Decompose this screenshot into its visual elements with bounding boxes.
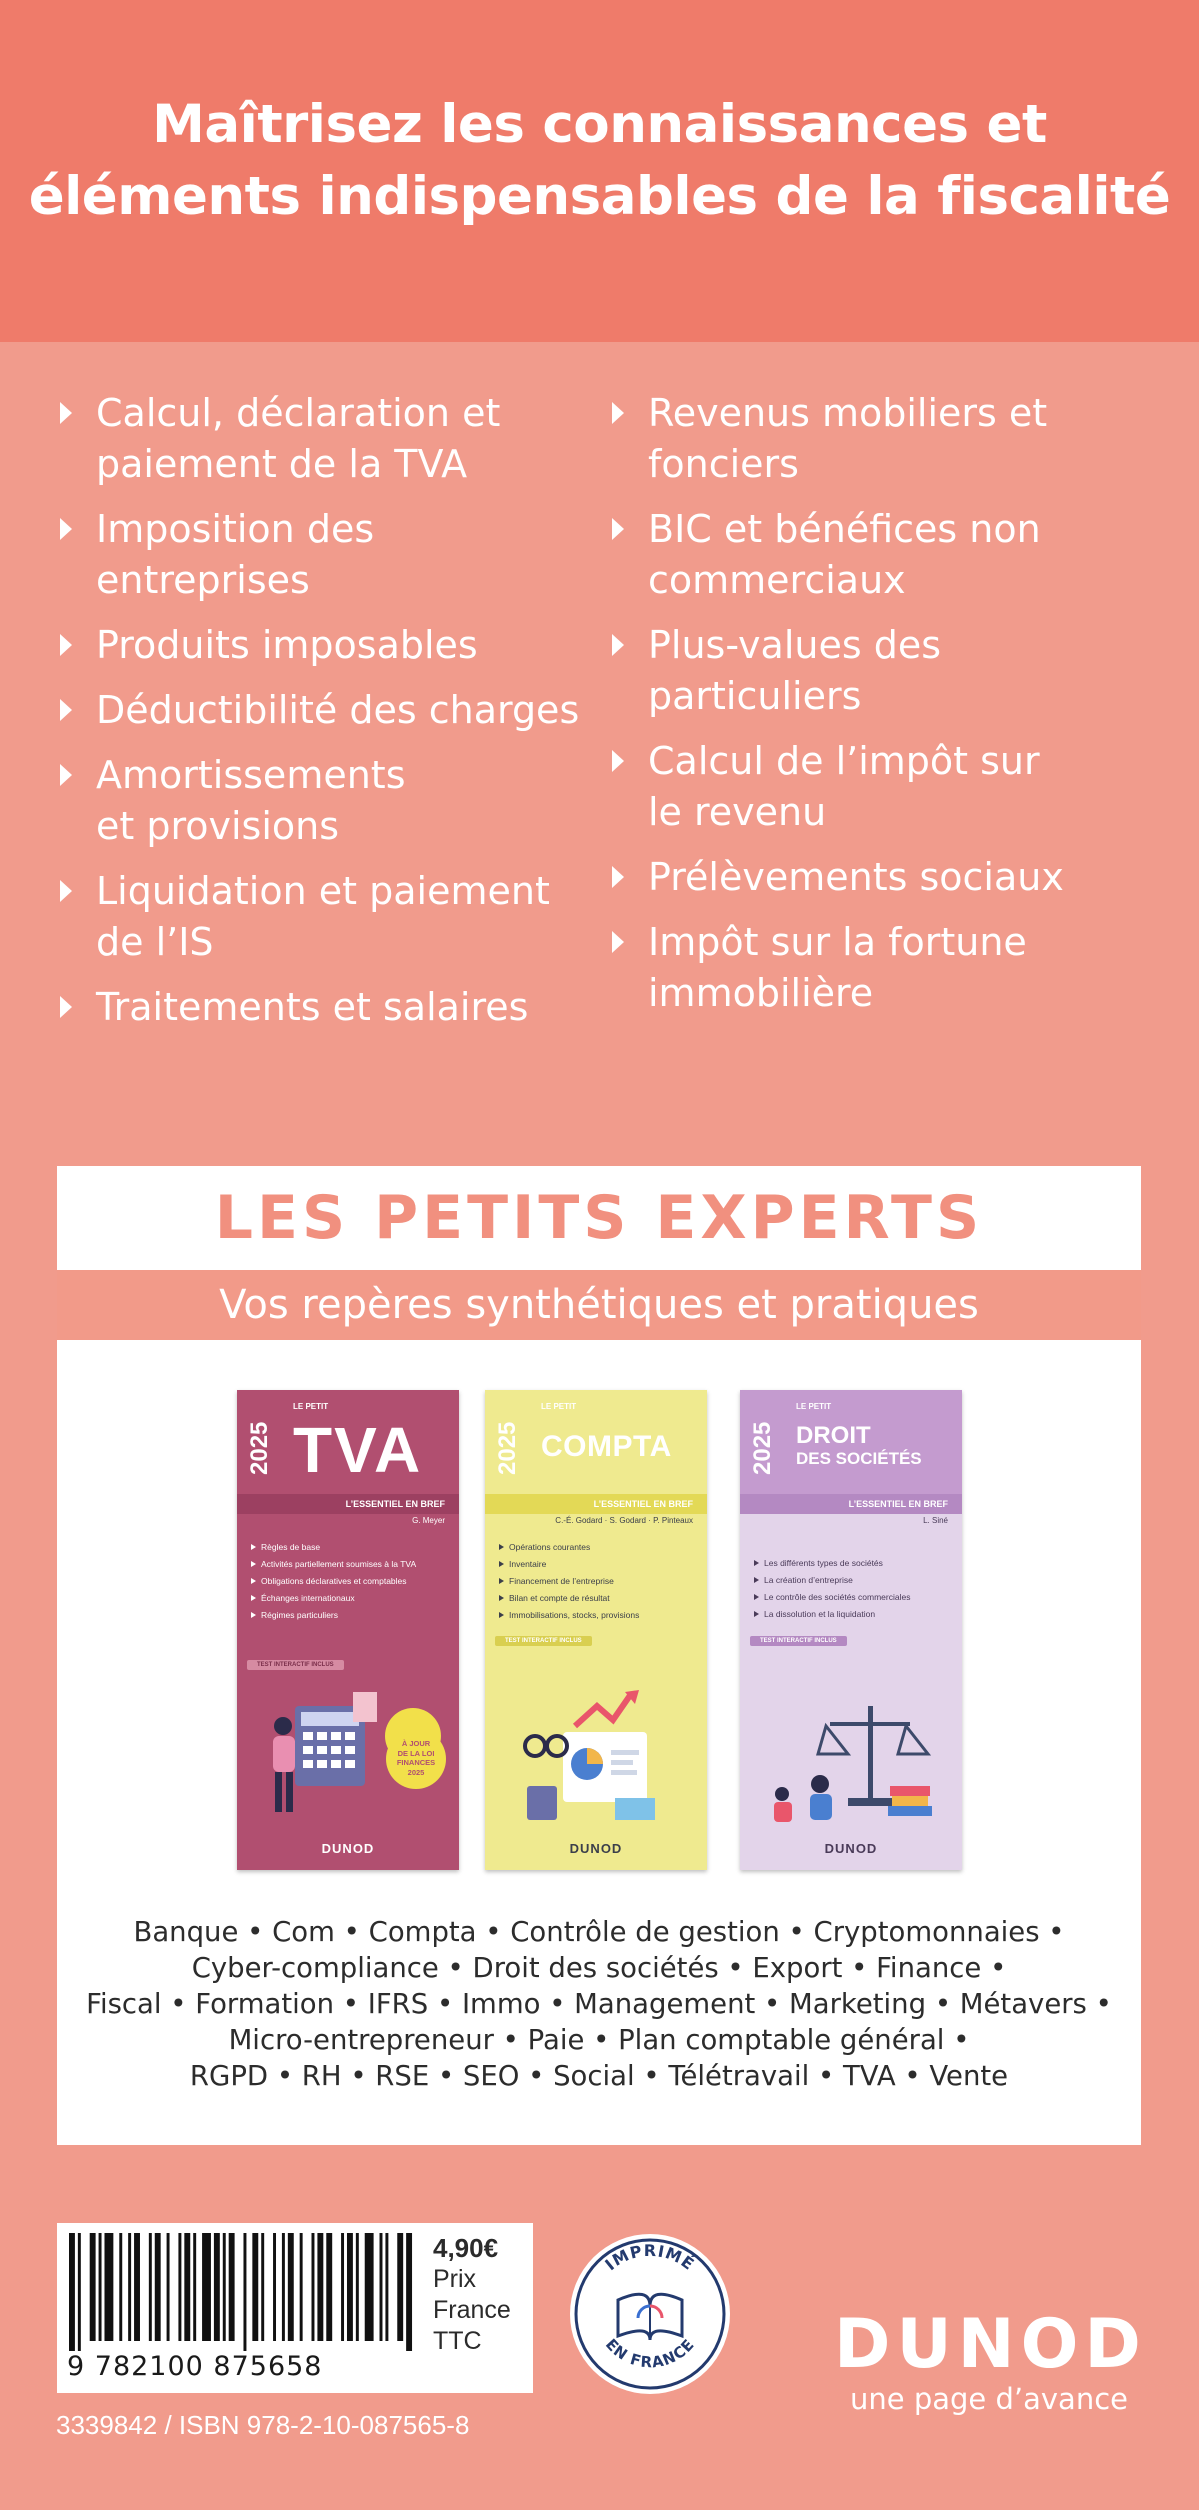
topic-label-line: et provisions: [96, 804, 340, 848]
book-series-label: LE PETIT: [293, 1402, 329, 1411]
book-item: Le contrôle des sociétés commerciales: [754, 1592, 950, 1603]
topic-label-line: Impôt sur la fortune: [648, 920, 1027, 964]
book-publisher: DUNOD: [321, 1841, 375, 1856]
topic-label-line: de l’IS: [96, 920, 214, 964]
publisher-tagline: une page d’avance: [850, 2382, 1128, 2416]
book-publisher: DUNOD: [824, 1841, 878, 1856]
topic-item: [58, 685, 598, 736]
bullet-arrow-icon: [610, 736, 628, 772]
topic-label-line: Liquidation et paiement: [96, 869, 550, 913]
topic-label-line: Imposition des: [96, 507, 375, 551]
topic-item: [610, 917, 1170, 1019]
book-illustration: [760, 1686, 944, 1836]
headline-line-2: éléments indispensables de la fiscalité: [28, 166, 1171, 227]
barcode: [57, 2223, 427, 2393]
topic-label-line: Calcul, déclaration et: [96, 391, 501, 435]
topic-label-line: immobilière: [648, 971, 874, 1015]
book-item: La création d’entreprise: [754, 1575, 950, 1586]
topic-label-line: Produits imposables: [96, 623, 478, 667]
book-contents: [251, 1542, 447, 1627]
bullet-arrow-icon: [610, 917, 628, 953]
topic-item: [610, 388, 1170, 490]
collection-topics-line: Fiscal • Formation • IFRS • Immo • Management • Marketing • Métavers •: [86, 1988, 1112, 2020]
bullet-arrow-icon: [610, 852, 628, 888]
topic-label-line: Plus-values des: [648, 623, 942, 667]
price-label: Prix France TTC: [433, 2265, 511, 2355]
book-cover-droit-des-societes: [740, 1390, 962, 1870]
seal-text-bottom: EN FRANCE: [601, 2335, 699, 2372]
topic-label-line: le revenu: [648, 790, 827, 834]
topic-label-line: particuliers: [648, 674, 862, 718]
seal-text-top: IMPRIMÉ: [601, 2240, 699, 2275]
topic-item: [58, 750, 598, 852]
bullet-arrow-icon: [610, 620, 628, 656]
topic-label: [96, 620, 478, 671]
collection-title: LES PETITS EXPERTS: [214, 1183, 984, 1253]
topics-left-column: [58, 388, 598, 1047]
test-badge: TEST INTERACTIF INCLUS: [247, 1660, 344, 1670]
book-author: C.-É. Godard · S. Godard · P. Pinteaux: [555, 1516, 693, 1525]
book-title-line-2: DES SOCIÉTÉS: [796, 1449, 922, 1468]
book-tagline: L’ESSENTIEL EN BREF: [237, 1494, 459, 1514]
collection-topics: [57, 1914, 1141, 2094]
book-year: 2025: [246, 1421, 273, 1475]
topic-label-line: BIC et bénéfices non: [648, 507, 1041, 551]
book-covers: [237, 1390, 962, 1870]
law-update-text: À JOUR DE LA LOI FINANCES 2025: [396, 1739, 436, 1777]
header-banner: [0, 0, 1199, 342]
printed-in-france-seal: [566, 2230, 734, 2398]
book-year: 2025: [494, 1421, 521, 1475]
topic-label: [648, 388, 1047, 490]
collection-box: [57, 1166, 1141, 2145]
book-title: TVA: [293, 1414, 423, 1486]
topic-label-line: Déductibilité des charges: [96, 688, 580, 732]
topic-item: [58, 504, 598, 606]
bullet-arrow-icon: [58, 504, 76, 540]
price-box: [427, 2223, 533, 2393]
topic-label: [648, 504, 1041, 606]
book-item: Obligations déclaratives et comptables: [251, 1576, 447, 1587]
bullet-arrow-icon: [610, 388, 628, 424]
topic-item: [58, 620, 598, 671]
topic-label: [648, 736, 1040, 838]
price-value: 4,90€: [433, 2233, 499, 2263]
collection-topics-line: RGPD • RH • RSE • SEO • Social • Télétravail • TVA • Vente: [189, 2060, 1009, 2092]
book-item: Échanges internationaux: [251, 1593, 447, 1604]
topic-item: [610, 620, 1170, 722]
headline-line-1: Maîtrisez les connaissances et: [152, 94, 1047, 155]
book-publisher: DUNOD: [569, 1841, 623, 1856]
topic-item: [58, 388, 598, 490]
book-item: Activités partiellement soumises à la TVA: [251, 1559, 447, 1570]
book-author: G. Meyer: [412, 1516, 445, 1525]
bullet-arrow-icon: [58, 866, 76, 902]
bullet-arrow-icon: [610, 504, 628, 540]
book-item: Immobilisations, stocks, provisions: [499, 1610, 695, 1621]
test-badge: TEST INTERACTIF INCLUS: [750, 1636, 847, 1646]
topic-label-line: commerciaux: [648, 558, 906, 602]
collection-topics-line: Micro-entrepreneur • Paie • Plan comptable général •: [228, 2024, 970, 2056]
bullet-arrow-icon: [58, 620, 76, 656]
topic-item: [610, 504, 1170, 606]
book-title: COMPTA: [541, 1430, 672, 1463]
barcode-bars: [69, 2233, 415, 2351]
book-item: Inventaire: [499, 1559, 695, 1570]
topic-label-line: Calcul de l’impôt sur: [648, 739, 1040, 783]
book-item: Les différents types de sociétés: [754, 1558, 950, 1569]
book-item: Régimes particuliers: [251, 1610, 447, 1621]
topic-label: [648, 917, 1027, 1019]
bullet-arrow-icon: [58, 388, 76, 424]
topic-label: [96, 750, 406, 852]
book-contents: [499, 1542, 695, 1627]
book-title-line-1: DROIT: [796, 1422, 871, 1449]
topic-item: [58, 866, 598, 968]
topic-label: [96, 388, 500, 490]
book-item: Règles de base: [251, 1542, 447, 1553]
book-series-label: LE PETIT: [796, 1402, 832, 1411]
topic-item: [610, 852, 1170, 903]
topics-section: [58, 388, 1168, 1048]
book-tagline: L’ESSENTIEL EN BREF: [485, 1494, 707, 1514]
book-year: 2025: [749, 1421, 776, 1475]
book-title: [796, 1424, 922, 1467]
topic-label-line: Amortissements: [96, 753, 406, 797]
topic-label: [96, 685, 579, 736]
book-cover-compta: [485, 1390, 707, 1870]
topic-label: [648, 620, 941, 722]
bullet-arrow-icon: [58, 750, 76, 786]
book-cover-tva: [237, 1390, 459, 1870]
bullet-arrow-icon: [58, 685, 76, 721]
topic-item: [58, 982, 598, 1033]
barcode-digits: 9 782100 875658: [67, 2351, 323, 2382]
topic-label-line: Prélèvements sociaux: [648, 855, 1064, 899]
book-item: Bilan et compte de résultat: [499, 1593, 695, 1604]
book-item: Financement de l’entreprise: [499, 1576, 695, 1587]
topic-label: [96, 504, 374, 606]
topic-label: [96, 982, 528, 1033]
test-badge: TEST INTERACTIF INCLUS: [495, 1636, 592, 1646]
book-tagline: L’ESSENTIEL EN BREF: [740, 1494, 962, 1514]
publisher-logo: DUNOD: [834, 2305, 1147, 2384]
book-item: La dissolution et la liquidation: [754, 1609, 950, 1620]
book-series-label: LE PETIT: [541, 1402, 577, 1411]
collection-topics-line: Cyber-compliance • Droit des sociétés • Export • Finance •: [191, 1952, 1007, 1984]
topic-label: [96, 866, 550, 968]
book-author: L. Siné: [923, 1516, 948, 1525]
topic-label: [648, 852, 1064, 903]
topic-label-line: entreprises: [96, 558, 310, 602]
topic-label-line: fonciers: [648, 442, 799, 486]
topic-label-line: Revenus mobiliers et: [648, 391, 1048, 435]
topic-label-line: Traitements et salaires: [96, 985, 529, 1029]
collection-topics-line: Banque • Com • Compta • Contrôle de gestion • Cryptomonnaies •: [133, 1916, 1065, 1948]
topic-item: [610, 736, 1170, 838]
isbn-code: 3339842 / ISBN 978-2-10-087565-8: [56, 2410, 470, 2440]
book-illustration: [505, 1686, 689, 1836]
topics-right-column: [610, 388, 1170, 1033]
topic-label-line: paiement de la TVA: [96, 442, 468, 486]
bullet-arrow-icon: [58, 982, 76, 1018]
collection-subtitle: Vos repères synthétiques et pratiques: [57, 1270, 1141, 1340]
book-item: Opérations courantes: [499, 1542, 695, 1553]
book-contents: [754, 1558, 950, 1626]
